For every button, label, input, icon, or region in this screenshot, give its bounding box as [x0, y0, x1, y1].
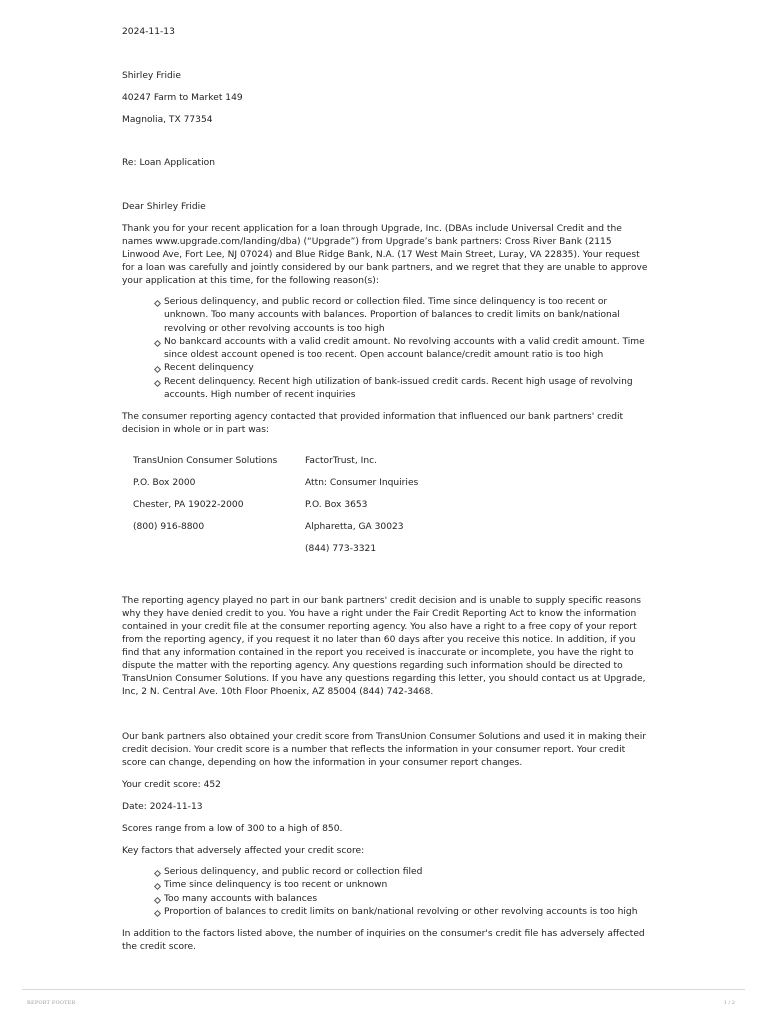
score-range-line: Scores range from a low of 300 to a high of 850.	[122, 824, 343, 834]
key-factors-list	[122, 866, 652, 919]
denial-reasons-list	[122, 296, 652, 402]
agency-address-line: Attn: Consumer Inquiries	[305, 478, 419, 488]
list-item: Recent delinquency. Recent high utilization of bank-issued credit cards. Recent high usage of revolving accounts. High number of recent inquiries	[122, 376, 652, 403]
agency-phone: (800) 916-8800	[133, 522, 205, 532]
list-item: No bankcard accounts with a valid credit amount. No revolving accounts with a valid credit amount. Time since oldest account opened is too recent. Open account balance/credit amount ratio is too high	[122, 336, 652, 363]
footer-label: REPORT FOOTER	[27, 1000, 76, 1006]
page-number: 1 / 2	[723, 1000, 735, 1006]
score-paragraph: Our bank partners also obtained your credit score from TransUnion Consumer Solutions and used it in making their credit decision. Your credit score is a number that reflects the information in your consumer report. Your credit score can change, depending on how the information in your consumer report changes.	[122, 732, 646, 768]
credit-score-line: Your credit score: 452	[122, 780, 221, 790]
list-item: Time since delinquency is too recent or unknown	[122, 879, 652, 892]
list-item: Recent delinquency	[122, 362, 652, 375]
agency-address-line: Alpharetta, GA 30023	[305, 522, 404, 532]
agency-factortrust	[305, 455, 418, 565]
list-item: Serious delinquency, and public record or collection filed. Time since delinquency is too recent or unknown. Too many accounts with balances. Proportion of balances to credit limits on bank/national revolving or other revolving accounts is too high	[122, 296, 652, 336]
subject-line: Re: Loan Application	[122, 158, 215, 168]
agency-transunion	[133, 455, 277, 543]
agency-address-line: P.O. Box 2000	[133, 478, 196, 488]
agency-phone: (844) 773-3321	[305, 544, 377, 554]
list-item: Too many accounts with balances	[122, 893, 652, 906]
score-date-line: Date: 2024-11-13	[122, 802, 203, 812]
list-item: Serious delinquency, and public record or collection filed	[122, 866, 652, 879]
agency-address-line: P.O. Box 3653	[305, 500, 368, 510]
agency-address-line: Chester, PA 19022-2000	[133, 500, 244, 510]
salutation: Dear Shirley Fridie	[122, 202, 206, 212]
recipient-street: 40247 Farm to Market 149	[122, 93, 243, 103]
intro-paragraph: Thank you for your recent application for a loan through Upgrade, Inc. (DBAs include Universal Credit and the names www.upgrade.com/landing/dba) (“Upgrade”) from Upgrade’s bank partners: Cross River Bank (2115 Linwood Ave, Fort Lee, NJ 07024) and Blue Ridge Bank, N.A. (17 West Main Street, Luray, VA 22835). Your request for a loan was carefully and jointly considered by our bank partners, and we regret that they are unable to approve your application at this time, for the following reason(s):	[122, 224, 648, 286]
agency-name: FactorTrust, Inc.	[305, 456, 377, 466]
rights-paragraph: The reporting agency played no part in our bank partners' credit decision and is unable to supply specific reasons why they have denied credit to you. You have a right under the Fair Credit Reporting Act to know the information contained in your credit file at the consumer reporting agency. You also have a right to a free copy of your report from the reporting agency, if you request it no later than 60 days after you receive this notice. In addition, if you find that any information contained in the report you received is inaccurate or incomplete, you have the right to dispute the matter with the reporting agency. Any questions regarding such information should be directed to TransUnion Consumer Solutions. If you have any questions regarding this letter, you should contact us at Upgrade, Inc, 2 N. Central Ave. 10th Floor Phoenix, AZ 85004 (844) 742-3468.	[122, 596, 646, 697]
list-item: Proportion of balances to credit limits on bank/national revolving or other revolving accounts is too high	[122, 906, 652, 919]
footer-divider	[22, 989, 745, 990]
recipient-city: Magnolia, TX 77354	[122, 115, 213, 125]
agency-name: TransUnion Consumer Solutions	[133, 456, 278, 466]
recipient-name: Shirley Fridie	[122, 71, 181, 81]
inquiries-paragraph: In addition to the factors listed above, the number of inquiries on the consumer's credit file has adversely affected the credit score.	[122, 929, 645, 952]
key-factors-heading: Key factors that adversely affected your credit score:	[122, 846, 365, 856]
agency-intro: The consumer reporting agency contacted that provided information that influenced our bank partners' credit decision in whole or in part was:	[122, 412, 624, 435]
letter-date: 2024-11-13	[122, 27, 175, 37]
